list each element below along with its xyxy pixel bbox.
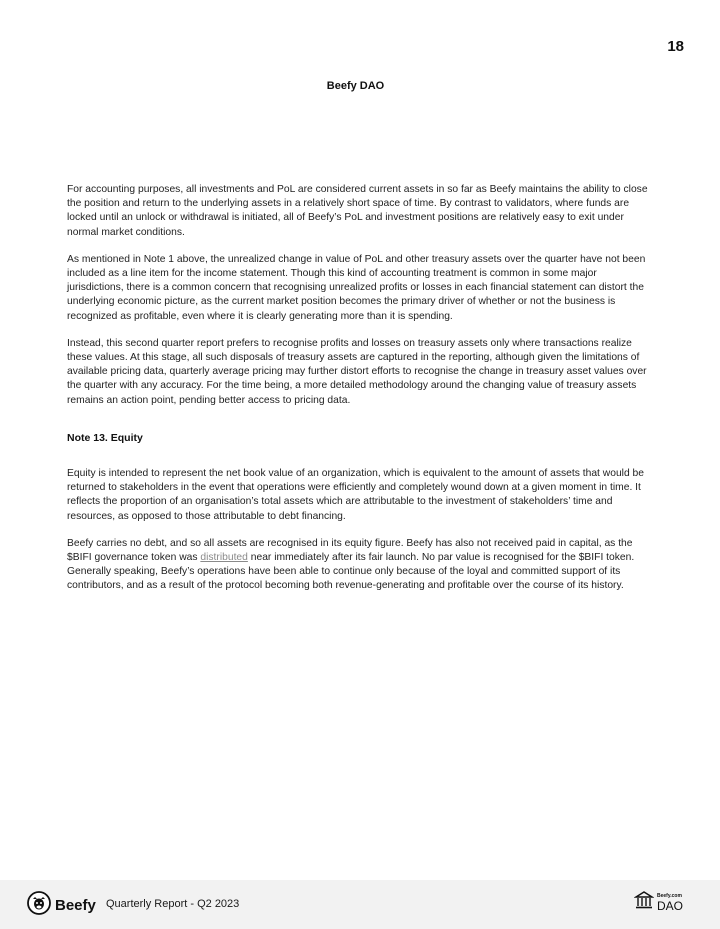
header-title: Beefy DAO: [326, 80, 385, 92]
footer-brand-logo: [27, 892, 96, 918]
note-13-heading: Note 13. Equity: [67, 431, 143, 444]
dao-text: [657, 894, 683, 912]
paragraph-no-debt: [67, 537, 652, 594]
footer-dao-logo: [634, 890, 683, 915]
dao-site-label: Beefy.com: [656, 892, 682, 899]
building-columns-icon: [634, 890, 654, 915]
no-debt-text-end: near immediately after its fair launch. No par value is recognised for the $BIFI token. Generally speaking, Beefy’s operations have been able to continue only because of the loyal and committed support of its contributors, and as a result of the protocol becoming both revenue-generating and profitable over the course of its history.: [67, 552, 635, 592]
paragraph-unrealized-change: As mentioned in Note 1 above, the unrealized change in value of PoL and other treasury assets over the quarter have not been included as a line item for the income statement. Though this kind of accounting treatment is common in some major jurisdictions, there is a common concern that recognising unrealized profits or losses in each financial statement can distort the underlying economic picture, as the current market position becomes the primary driver of whether or not the business is recognized as profitable, even where it is clearly generating more than it is spending.: [67, 253, 646, 322]
footer-brand-name: Beefy: [55, 896, 96, 914]
paragraph-treasury-realization: Instead, this second quarter report prefers to recognise profits and losses on treasury assets only where transactions realize these values. At this stage, all such disposals of treasury assets are captured in the reporting, although given the limitations of available pricing data, quarterly average pricing may further distort efforts to recognise the change in treasury asset values over the quarter with any accuracy. For the time being, a more detailed methodology around the changing value of treasury assets remains an action point, pending better access to pricing data.: [67, 337, 647, 406]
no-debt-text-start: Beefy carries no debt, and so all assets are recognised in its equity figure. Beefy has also not received paid in capital, as the $BIFI governance token was: [67, 537, 633, 564]
footer-report-title: Quarterly Report - Q2 2023: [106, 898, 240, 910]
page-number: 18: [667, 38, 684, 55]
distributed-link[interactable]: distributed: [200, 552, 248, 564]
cow-logo-icon: [27, 891, 51, 920]
main-content: [67, 183, 652, 607]
paragraph-equity-definition: Equity is intended to represent the net book value of an organization, which is equivalent to the amount of assets that would be returned to stakeholders in the event that operations were efficiently and completely wound down at a given moment in time. It reflects the proportion of an organisation’s total assets which are attributable to the investment of stakeholders’ time and resources, as opposed to those attributable to debt financing.: [67, 468, 644, 522]
paragraph-accounting-purposes: For accounting purposes, all investments and PoL are considered current assets in so far as Beefy maintains the ability to close the position and return to the underlying assets in a relatively short space of time. By contrast to validators, where funds are locked until an unlock or withdrawal is initiated, all of Beefy’s PoL and investment positions are relatively easy to exit under normal market conditions.: [67, 184, 648, 238]
footer: [0, 880, 720, 929]
dao-label: DAO: [656, 898, 683, 913]
